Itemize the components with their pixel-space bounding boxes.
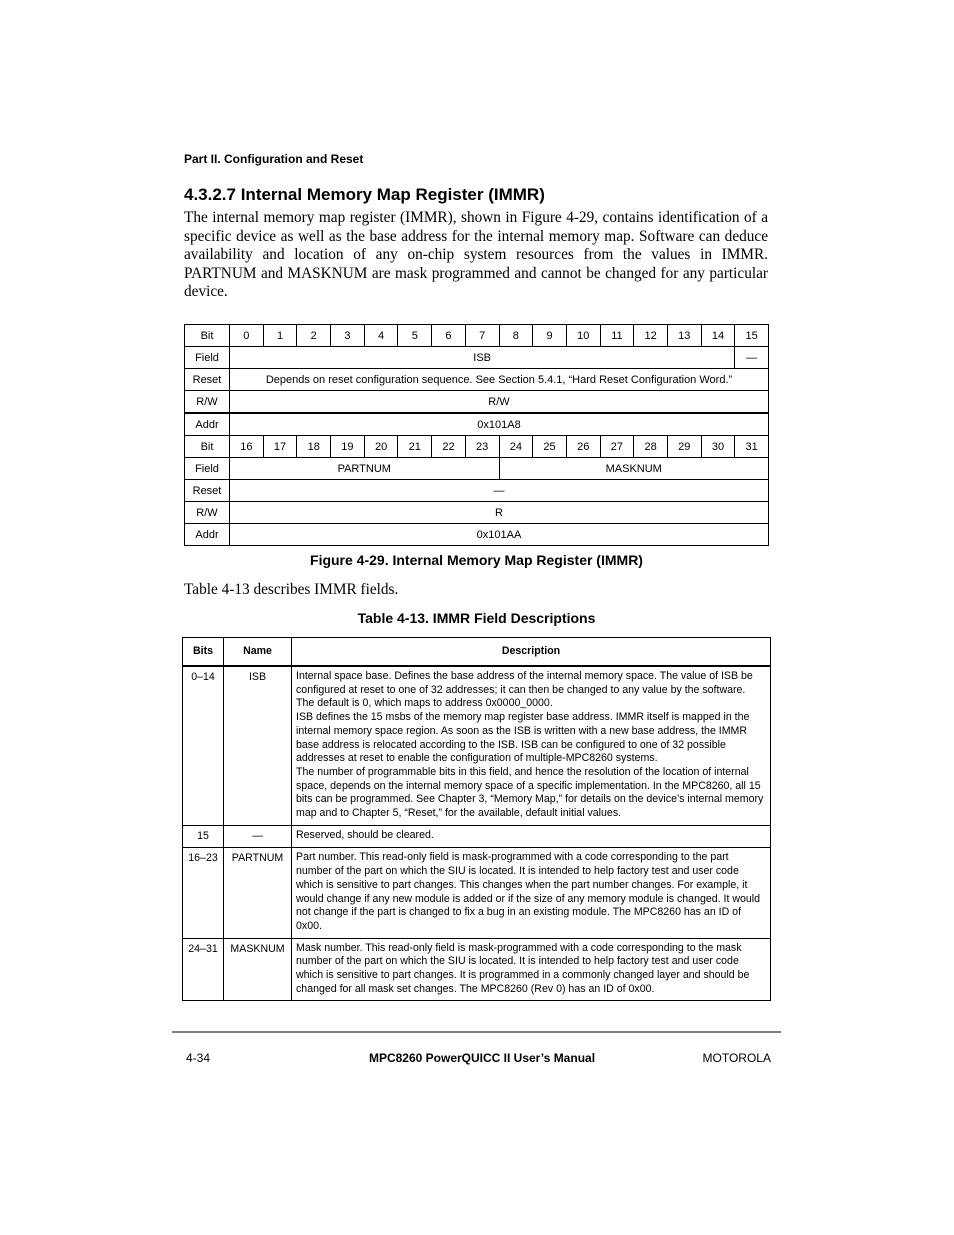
bits-cell: 0–14 [183, 666, 224, 825]
bits-column-header: Bits [183, 638, 224, 667]
reset-label: Reset [185, 480, 230, 502]
description-cell [292, 938, 771, 1001]
field-description-table [182, 637, 771, 1001]
bit-number: 13 [667, 325, 701, 347]
description-paragraph: ISB defines the 15 msbs of the memory map register base address. IMMR itself is mapped in the internal memory space region. As soon as the ISB is written with a new base address, the IMMR base address is relocated according to the ISB. ISB can be configured to one of 32 possible addresses at reset to enable the configuration of multiple-MPC8260 systems. [296, 711, 750, 765]
field-label: Field [185, 458, 230, 480]
bit-number: 8 [499, 325, 533, 347]
bit-number: 20 [364, 436, 398, 458]
footer-rule [172, 1031, 781, 1033]
reset-value: — [230, 480, 769, 502]
reset-value: Depends on reset configuration sequence. See Section 5.4.1, “Hard Reset Configuration Word.” [230, 369, 769, 391]
addr-row [185, 413, 769, 436]
footer-page-number: 4-34 [186, 1051, 211, 1065]
bit-number: 5 [398, 325, 432, 347]
reset-row [185, 369, 769, 391]
name-cell: ISB [224, 666, 292, 825]
bits-cell: 16–23 [183, 848, 224, 938]
bit-number: 12 [634, 325, 668, 347]
register-diagram [184, 324, 769, 546]
bit-number: 0 [230, 325, 264, 347]
bit-number: 25 [533, 436, 567, 458]
footer-manual-title: MPC8260 PowerQUICC II User’s Manual [368, 1051, 596, 1065]
bit-number: 1 [263, 325, 297, 347]
name-column-header: Name [224, 638, 292, 667]
field-isb: ISB [230, 347, 735, 369]
bit-number: 16 [230, 436, 264, 458]
addr-value: 0x101A8 [230, 413, 769, 436]
rw-value: R/W [230, 391, 769, 414]
table-row [183, 938, 771, 1001]
bit-number: 26 [566, 436, 600, 458]
field-row [185, 458, 769, 480]
intro-paragraph: The internal memory map register (IMMR), shown in Figure 4-29, contains identification of a specific device as well as the base address for the internal memory map. Software can deduce availability and location of any on-chip system resources from the values in IMMR. PARTNUM and MASKNUM are mask programmed and cannot be changed for any particular device. [184, 209, 768, 301]
bits-cell: 15 [183, 825, 224, 848]
table-row [183, 825, 771, 848]
bit-number-row [185, 325, 769, 347]
description-cell [292, 848, 771, 938]
bits-cell: 24–31 [183, 938, 224, 1001]
register-diagram-body [185, 325, 769, 546]
rw-row [185, 391, 769, 414]
bit-number: 14 [701, 325, 735, 347]
bit-number: 7 [465, 325, 499, 347]
description-column-header: Description [292, 638, 771, 667]
bit-number: 27 [600, 436, 634, 458]
bit-number: 18 [297, 436, 331, 458]
table-row [183, 848, 771, 938]
bit-number: 21 [398, 436, 432, 458]
rw-row [185, 502, 769, 524]
field-table-body [183, 666, 771, 1001]
field-row [185, 347, 769, 369]
bit-number: 19 [331, 436, 365, 458]
bit-number: 31 [735, 436, 769, 458]
bit-number: 6 [432, 325, 466, 347]
addr-row [185, 524, 769, 546]
figure-caption: Figure 4-29. Internal Memory Map Register (IMMR) [310, 552, 643, 568]
description-cell [292, 666, 771, 825]
table-caption: Table 4-13. IMMR Field Descriptions [357, 610, 596, 626]
addr-label: Addr [185, 524, 230, 546]
field-masknum: MASKNUM [499, 458, 769, 480]
description-paragraph: Internal space base. Defines the base address of the internal memory space. The value of ISB be configured at reset to one of 32 addresses; it can then be changed to any value by the software. The default is 0, which maps to address 0x0000_0000. [296, 670, 753, 710]
bit-number: 17 [263, 436, 297, 458]
description-paragraph: Reserved, should be cleared. [296, 828, 434, 841]
name-cell: PARTNUM [224, 848, 292, 938]
table-row [183, 666, 771, 825]
bit-number: 2 [297, 325, 331, 347]
table-reference-text: Table 4-13 describes IMMR fields. [184, 581, 399, 598]
bit-number: 10 [566, 325, 600, 347]
bit-number: 28 [634, 436, 668, 458]
name-cell: — [224, 825, 292, 848]
bit-number: 30 [701, 436, 735, 458]
description-cell [292, 825, 771, 848]
bit-number: 11 [600, 325, 634, 347]
bit-label: Bit [185, 436, 230, 458]
bit-label: Bit [185, 325, 230, 347]
description-paragraph: Part number. This read-only field is mask-programmed with a code corresponding to the part number of the part on which the SIU is located. It is intended to help factory test and user code which is sensitive to part changes. This changes when the part number changes. For example, it would change if any new module is added or if the size of any memory module is changed. It would not change if the part is changed to fix a bug in an existing module. The MPC8260 has an ID of 0x00. [296, 851, 761, 932]
bit-number: 24 [499, 436, 533, 458]
bit-number: 29 [667, 436, 701, 458]
rw-label: R/W [185, 391, 230, 414]
field-partnum: PARTNUM [230, 458, 500, 480]
rw-label: R/W [185, 502, 230, 524]
name-cell: MASKNUM [224, 938, 292, 1001]
rw-value: R [230, 502, 769, 524]
bit-number: 9 [533, 325, 567, 347]
description-paragraph: The number of programmable bits in this field, and hence the resolution of the location of internal space, depends on the internal memory space of a specific implementation. In the MPC8260, all 15 bits can be programmed. See Chapter 3, “Memory Map,” for details on the device’s internal memory map and to Chapter 5, “Reset,” for the available, default initial values. [296, 765, 764, 820]
bit-number: 23 [465, 436, 499, 458]
section-title: 4.3.2.7 Internal Memory Map Register (IMMR) [184, 185, 545, 204]
reset-label: Reset [185, 369, 230, 391]
field-label: Field [185, 347, 230, 369]
reset-row [185, 480, 769, 502]
bit-number: 4 [364, 325, 398, 347]
field-table-header-row [183, 638, 771, 667]
field-reserved: — [735, 347, 769, 369]
addr-label: Addr [185, 413, 230, 436]
part-header: Part II. Configuration and Reset [184, 152, 364, 166]
description-paragraph: Mask number. This read-only field is mask-programmed with a code corresponding to the mask number of the part on which the SIU is located. It is intended to help factory test and user code which is sensitive to part changes. It is programmed in a commonly changed layer and should be changed for all mask set changes. The MPC8260 (Rev 0) has an ID of 0x00. [296, 941, 750, 995]
bit-number: 22 [432, 436, 466, 458]
bit-number: 15 [735, 325, 769, 347]
footer-company: MOTOROLA [702, 1051, 771, 1065]
bit-number-row [185, 436, 769, 458]
bit-number: 3 [331, 325, 365, 347]
addr-value: 0x101AA [230, 524, 769, 546]
